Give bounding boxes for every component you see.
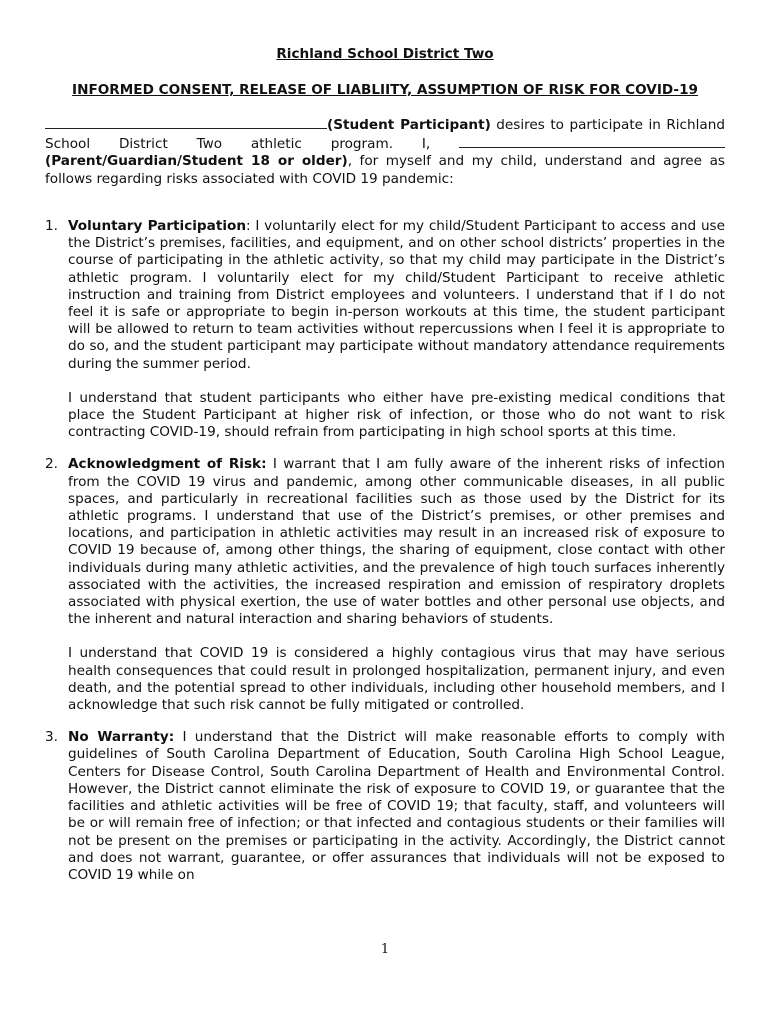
section-number: 1. <box>45 218 58 234</box>
section-no-warranty <box>45 729 725 884</box>
page-number: 1 <box>380 942 390 957</box>
student-name-field[interactable] <box>45 116 327 129</box>
section-paragraph <box>68 456 725 628</box>
section-heading: Voluntary Participation <box>68 218 246 234</box>
section-paragraph: I understand that COVID 19 is considered a highly contagious virus that may have serious health consequences that could result in prolonged hospitalization, permanent injury, and even death, and the potential spread to other individuals, including other household members, and I acknowledge that such risk cannot be fully mitigated or controlled. <box>68 645 725 714</box>
section-paragraph: I understand that student participants who either have pre-existing medical conditions that place the Student Participant at higher risk of infection, or those who do not want to risk contracting COVID-19, should refrain from participating in high school sports at this time. <box>68 389 725 441</box>
intro-text-1: desires to participate in Richland School District Two athletic program. I, <box>45 117 725 152</box>
section-voluntary-participation <box>45 218 725 441</box>
section-text: I warrant that I am fully aware of the inherent risks of infection from the COVID 19 virus and pandemic, among other communicable diseases, in all public spaces, and particularly in recreational facilities such as those used by the District for its athletic programs. I understand that use of the District’s premises, or other premises and locations, and participation in athletic activities may result in an increased risk of exposure to COVID 19 because of, among other things, the sharing of equipment, close contact with other individuals during many athletic activities, and the prevalence of high touch surfaces inherently associated with the activities, the increased respiration and emission of respiratory droplets associated with physical exertion, the use of water bottles and other personal use objects, and the inherent and natural interaction and sharing behaviors of students. <box>68 456 726 628</box>
document-title: Richland School District Two <box>276 46 494 62</box>
sections-list <box>45 218 725 899</box>
section-heading: Acknowledgment of Risk: <box>68 456 267 473</box>
document-subtitle: INFORMED CONSENT, RELEASE OF LIABLIITY, ASSUMPTION OF RISK FOR COVID-19 <box>72 82 698 98</box>
section-paragraph <box>68 729 725 884</box>
student-participant-label: (Student Participant) <box>327 117 491 133</box>
section-text: : I voluntarily elect for my child/Student Participant to access and use the District’s premises, facilities, and equipment, and on other school districts’ properties in the course of participating in the athletic activity, so that my child may participate in the District’s athletic program. I voluntarily elect for my child/Student Participant to receive athletic instruction and training from District employees and volunteers. I understand that if I do not feel it is safe or appropriate to begin in-person workouts at this time, the student participant will be allowed to return to team activities without repercussions when I feel it is appropriate to do so, and the student participant may participate without mandatory attendance requirements during the summer period. <box>68 218 725 372</box>
section-text: I understand that the District will make reasonable efforts to comply with guidelines of South Carolina Department of Education, South Carolina High School League, Centers for Disease Control, South Carolina Department of Health and Environmental Control. However, the District cannot eliminate the risk of exposure to COVID 19, or guarantee that the facilities and athletic activities will be free of COVID 19; that faculty, staff, and volunteers will be or will remain free of infection; or that infected and contagious students or their families will not be present on the premises or participating in the activity. Accordingly, the District cannot and does not warrant, guarantee, or offer assurances that individuals will not be exposed to COVID 19 while on <box>68 729 725 883</box>
parent-guardian-label: (Parent/Guardian/Student 18 or older) <box>45 153 348 169</box>
intro-paragraph <box>45 116 725 188</box>
intro-text-2: , for myself and my child, understand and agree as follows regarding risks associated with COVID 19 pandemic: <box>45 153 725 187</box>
section-heading: No Warranty: <box>68 729 175 746</box>
section-paragraph <box>68 218 725 373</box>
parent-name-field[interactable] <box>459 135 725 148</box>
section-number: 3. <box>45 729 58 746</box>
section-acknowledgment-of-risk <box>45 456 725 714</box>
section-number: 2. <box>45 456 58 473</box>
